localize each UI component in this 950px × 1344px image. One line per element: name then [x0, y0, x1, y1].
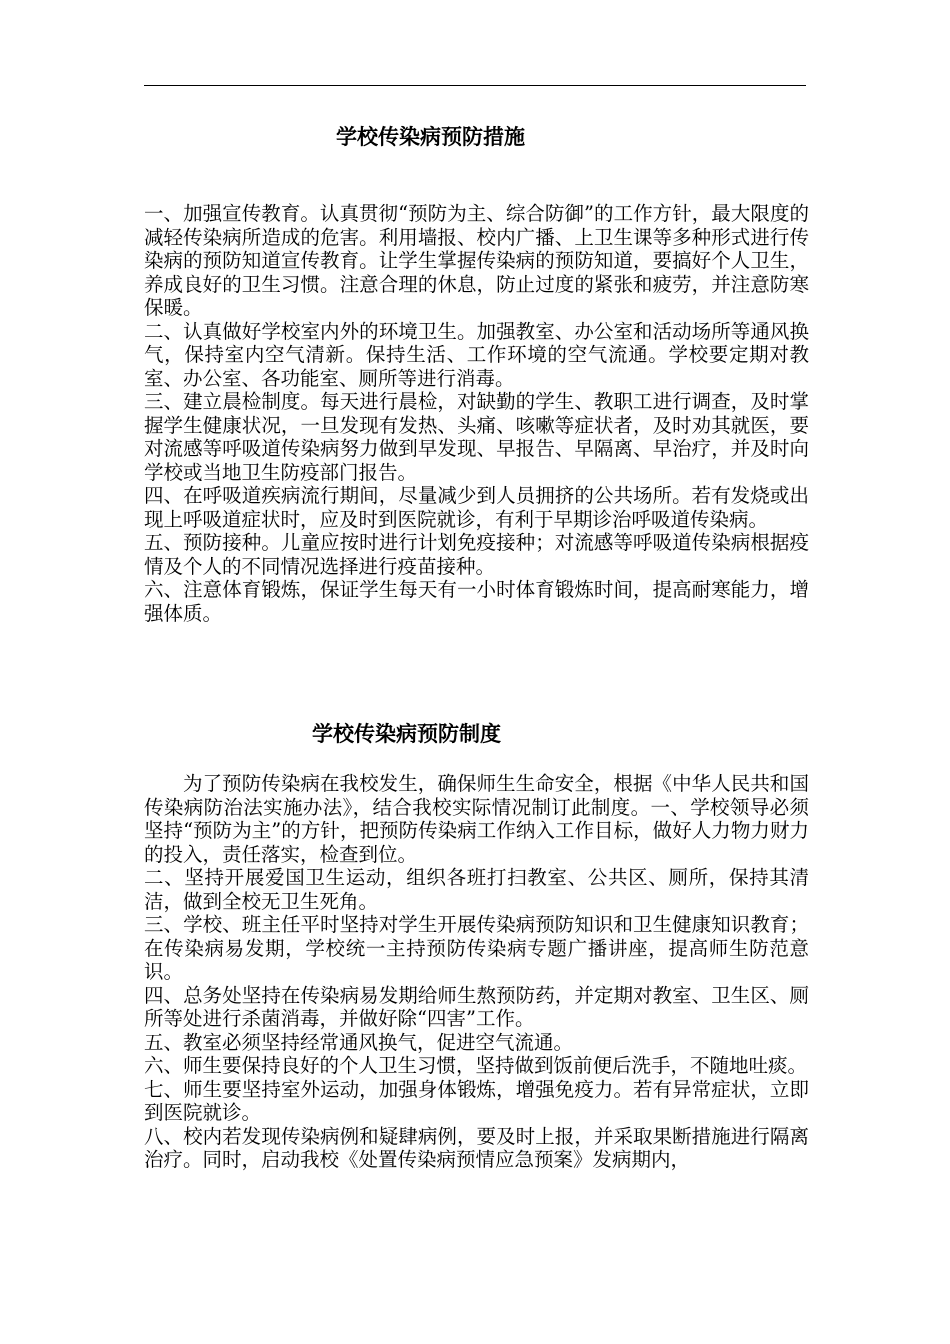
- section-2-paragraph-4: 四、总务处坚持在传染病易发期给师生熬预防药，并定期对教室、卫生区、厕所等处进行杀菌消毒，并做好除“四害”工作。: [144, 983, 809, 1030]
- section-2-paragraph-8: 八、校内若发现传染病例和疑肆病例，要及时上报，并采取果断措施进行隔离治疗。同时，启动我校《处置传染病预情应急预案》发病期内，: [144, 1124, 809, 1171]
- header-rule: [144, 85, 806, 86]
- section-2-paragraph-7: 七、师生要坚持室外运动，加强身体锻炼，增强免疫力。若有异常症状，立即到医院就诊。: [144, 1077, 809, 1124]
- section-1-body: [144, 202, 809, 625]
- section-1-paragraph-2: 二、认真做好学校室内外的环境卫生。加强教室、办公室和活动场所等通风换气，保持室内空气清新。保持生活、工作环境的空气流通。学校要定期对教室、办公室、各功能室、厕所等进行消毒。: [144, 319, 809, 390]
- section-1-title: 学校传染病预防措施: [336, 124, 525, 149]
- section-1-paragraph-6: 六、注意体育锻炼，保证学生每天有一小时体育锻炼时间，提高耐寒能力，增强体质。: [144, 578, 809, 625]
- section-2-paragraph-6: 六、师生要保持良好的个人卫生习惯，坚持做到饭前便后洗手，不随地吐痰。: [144, 1054, 808, 1077]
- section-2-paragraph-1: 为了预防传染病在我校发生，确保师生生命安全，根据《中华人民共和国传染病防治法实施办法》，结合我校实际情况制订此制度。一、学校领导必须坚持“预防为主”的方针，把预防传染病工作纳入工作目标，做好人力物力财力的投入，责任落实，检查到位。: [144, 772, 809, 866]
- section-1-paragraph-4: 四、在呼吸道疾病流行期间，尽量减少到人员拥挤的公共场所。若有发烧或出现上呼吸道症状时，应及时到医院就诊，有利于早期诊治呼吸道传染病。: [144, 484, 809, 531]
- section-1-paragraph-1: 一、加强宣传教育。认真贯彻“预防为主、综合防御”的工作方针，最大限度的减轻传染病所造成的危害。利用墙报、校内广播、上卫生课等多种形式进行传染病的预防知道宣传教育。让学生掌握传染病的预防知道，要搞好个人卫生，养成良好的卫生习惯。注意合理的休息，防止过度的紧张和疲劳，并注意防寒保暖。: [144, 202, 809, 319]
- section-2-paragraph-3: 三、学校、班主任平时坚持对学生开展传染病预防知识和卫生健康知识教育；在传染病易发期，学校统一主持预防传染病专题广播讲座，提高师生防范意识。: [144, 913, 809, 983]
- section-2-title: 学校传染病预防制度: [312, 721, 501, 746]
- section-2-body: [144, 772, 809, 1172]
- section-2-paragraph-2: 二、坚持开展爱国卫生运动，组织各班打扫教室、公共区、厕所，保持其清洁，做到全校无卫生死角。: [144, 866, 809, 913]
- section-1-paragraph-5: 五、预防接种。儿童应按时进行计划免疫接种；对流感等呼吸道传染病根据疫情及个人的不同情况选择进行疫苗接种。: [144, 531, 809, 578]
- section-1-paragraph-3: 三、建立晨检制度。每天进行晨检，对缺勤的学生、教职工进行调查，及时掌握学生健康状况，一旦发现有发热、头痛、咳嗽等症状者，及时劝其就医，要对流感等呼吸道传染病努力做到早发现、早报告、早隔离、早治疗，并及时向学校或当地卫生防疫部门报告。: [144, 390, 809, 484]
- section-2-paragraph-5: 五、教室必须坚持经常通风换气，促进空气流通。: [144, 1030, 574, 1054]
